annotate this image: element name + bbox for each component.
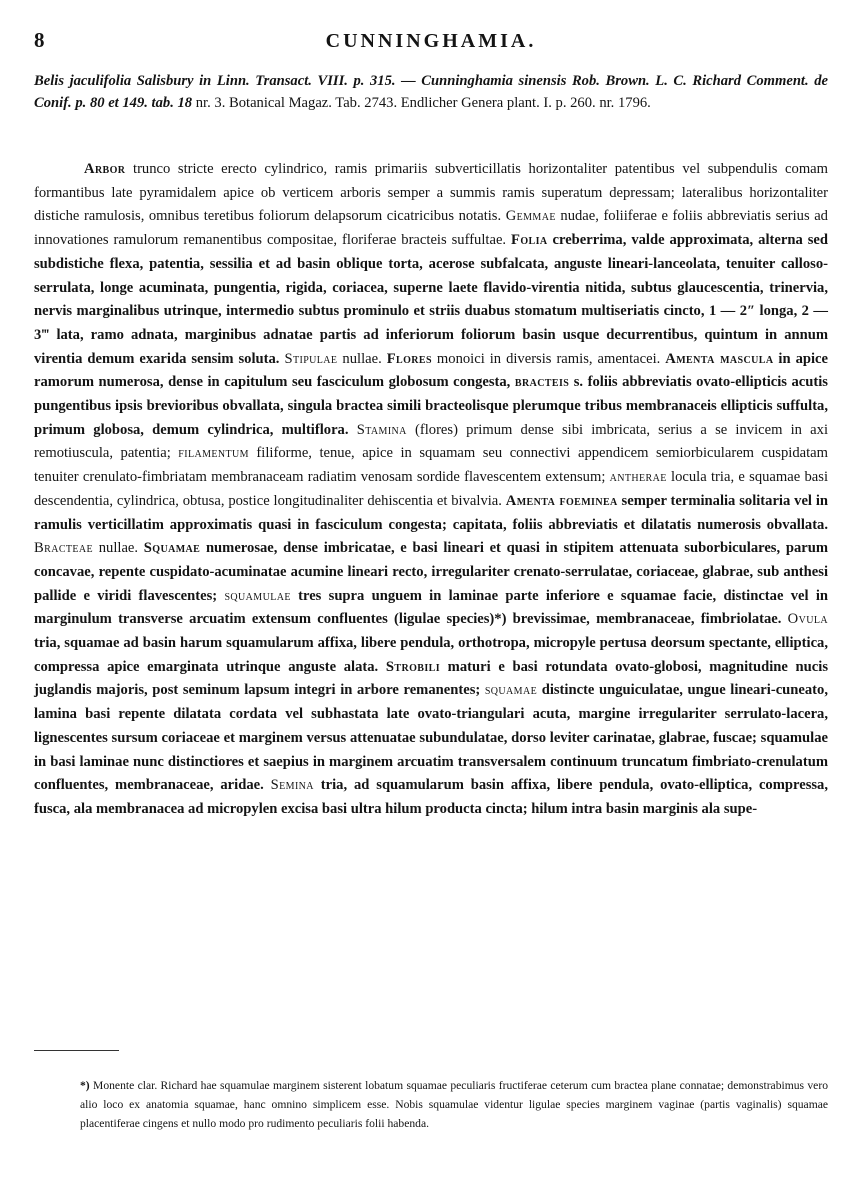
- text-folia: creberrima, valde approximata, alterna sed subdistiche flexa, patentia, sessilia et ad basin oblique torta, acerose subfalcata, anguste lineari-lanceolata, tenuiter calloso-serrulata, longe acuminata, pungentia, rigida, coriacea, superne laete flavido-virentia nitida, subtus glaucescentia, trinervia, nervis marginalibus utrinque, intermedio subtus prominulo et striis duabus stomatum multiseriatis cincto, 1 — 2″ longa, 2 — 3‴ lata, ramo adnata, marginibus adnatae partis ad inferiorum foliorum basin usque decurrentibus, quintum in annum virentia demum exarida sensim soluta.: [34, 232, 828, 367]
- term-ovula: Ovula: [787, 611, 828, 628]
- term-squamulae: squamulae: [224, 587, 291, 604]
- text-amenta-foeminea: semper terminalia solitaria vel in ramulis verticillatim approximatis quasi in fasciculum congesta; capitata, foliis abbreviatis et dilatatis numerosis obvallata.: [34, 492, 829, 533]
- page-header: [34, 28, 828, 58]
- text-bracteae: nullae.: [93, 540, 144, 557]
- synonymy-block: [34, 70, 828, 114]
- synonymy-part-2: nr. 3. Botanical Magaz. Tab. 2743. Endlicher Genera plant. I. p. 260. nr. 1796.: [195, 95, 651, 111]
- text-amenta-mascula: in apice ramorum numerosa, dense in capitulum seu fasciculum globosum congesta,: [34, 350, 829, 391]
- term-bracteis: bracteis: [514, 374, 570, 391]
- text-squamae-strobili: distincte unguiculatae, ungue lineari-cuneato, lamina basi repente dilatata cordata vel subhastata late ovato-triangulari acuta, margine irregulariter serrulato-lacera, lignescentes sursum coriaceae et marginem versus attenuatae subundulatae, dorso leviter carinatae, glabrae, fuscae; squamulae in basi laminae nunc distinctiores et saepius in marginem arcuatim transversalem continuum truncatum fimbriato-crenulatum confluentes, membranaceae, aridae.: [34, 682, 828, 794]
- term-stamina: Stamina: [356, 421, 407, 438]
- running-title: CUNNINGHAMIA.: [325, 30, 537, 52]
- text-arbor: trunco stricte erecto cylindrico, ramis primariis subverticillatis horizontaliter patentibus vel subpendulis comam formantibus late pyramidalem apice ob verticem arboris semper a summis ramis superatum depressam; lateralibus horizontaliter distiche ramulosis, omnibus teretibus foliorum delapsorum cicatricibus notatis.: [34, 161, 828, 225]
- term-squamae-strobili: squamae: [484, 682, 538, 699]
- term-squamae: Squamae: [143, 540, 201, 557]
- text-strobili: maturi e basi rotundata ovato-globosi, magnitudine nucis juglandis majoris, post seminum lapsum integri in arbore remanentes;: [34, 658, 828, 699]
- text-gemmae: nudae, foliiferae e foliis abbreviatis serius ad innovationes ramulorum remanentibus compositae, floriferae bracteis suffultae.: [34, 208, 828, 249]
- term-strobili: Strobili: [385, 658, 440, 675]
- footnote: [80, 1076, 828, 1133]
- text-flores: monoici in diversis ramis, amentacei.: [431, 350, 666, 367]
- text-filamentum: filiforme, tenue, apice in squamam seu connectivi appendicem semiorbicularem cuspidatam tenuiter crenulato-fimbriatam membranaceam radiatim venosam sordide flavescentem extensum;: [34, 445, 828, 486]
- footnote-divider: [34, 1050, 119, 1051]
- text-antherae: locula tria, e squamae basi descendentia, cylindrica, obtusa, postice longitudinaliter dehiscentia et bivalvia.: [34, 469, 828, 509]
- text-stipulae: nullae.: [337, 350, 387, 367]
- text-squamae: numerosae, dense imbricatae, e basi lineari et quasi in stipitem attenuata suborbiculares, parum concavae, repente cuspidato-acuminatae acumine lineari recto, irregulariter crenato-serrulatae, coriaceae, glabrae, sub anthesi pallide e viridi flavescentes;: [34, 540, 828, 604]
- term-arbor: Arbor: [84, 161, 126, 177]
- term-amenta-mascula: Amenta mascula: [665, 350, 774, 367]
- term-flores: Flores: [386, 350, 432, 367]
- synonymy-part-1: Belis jaculifolia Salisbury in Linn. Transact. VIII. p. 315. — Cunninghamia sinensis Rob. Brown. L. C. Richard Comment. de Conif. p. 80 et 149. tab. 18: [34, 73, 828, 111]
- term-bracteae: Bracteae: [34, 540, 94, 557]
- term-antherae: antherae: [609, 469, 667, 486]
- text-bracteis: s. foliis abbreviatis ovato-ellipticis acutis pungentibus ipsis brevioribus obvallata, singula bractea simili bracteolisque plerumque tribus membranaceis ellipticis suffulta, primum globosa, demum cylindrica, multiflora.: [34, 374, 828, 438]
- text-stamina: (flores) primum dense sibi imbricata, serius a se invicem in axi remotiuscula, patentia;: [34, 421, 828, 462]
- text-squamulae: tres supra unguem in laminae parte inferiore e squamae facie, distinctae vel in marginulum transverse arcuatim extensum confluentes (ligulae species)*) brevissimae, membranaceae, fimbriolatae.: [34, 587, 828, 628]
- description-paragraph: [34, 158, 828, 822]
- term-folia: Folia: [511, 232, 548, 249]
- term-semina: Semina: [270, 777, 314, 794]
- term-stipulae: Stipulae: [284, 350, 338, 367]
- term-amenta-foeminea: Amenta foeminea: [505, 492, 618, 509]
- term-gemmae: Gemmae: [505, 208, 556, 225]
- footnote-marker: *): [80, 1079, 90, 1092]
- term-filamentum: filamentum: [178, 445, 249, 462]
- text-semina: tria, ad squamularum basin affixa, libere pendula, ovato-elliptica, compressa, fusca, ala membranacea ad micropylen excisa basi ultra hilum producta cincta; hilum intra basin marginis ala supe-: [34, 777, 828, 817]
- text-ovula: tria, squamae ad basin harum squamularum affixa, libere pendula, orthotropa, micropyle pertusa deorsum spectante, elliptica, compressa apice emarginata utrinque anguste alata.: [34, 635, 828, 675]
- page-number: 8: [34, 28, 45, 52]
- footnote-text: Monente clar. Richard hae squamulae marginem sisterent lobatum squamae peculiaris fructiferae ceterum cum bractea plane connatae; demonstrabimus vero alio loco ex anatomia squamae, hanc omnino simplicem esse. Nobis squamulae videntur ligulae species marginem vaginae (partis vaginalis) squamae placentiferae cingens et nullo modo pro rudimento peculiaris folii habenda.: [80, 1079, 828, 1130]
